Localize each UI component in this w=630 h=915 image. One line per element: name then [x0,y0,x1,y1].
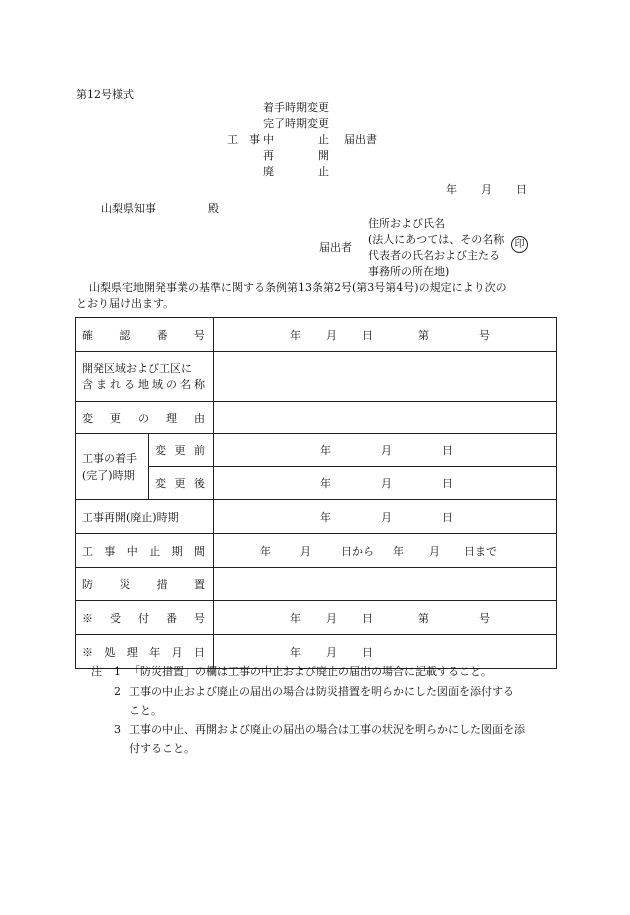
label-change-reason: 変更の理由 [76,402,214,434]
applicant-line-4: 事務所の所在地) [368,265,450,278]
value-disaster-measures[interactable] [214,568,557,601]
label-area-name: 開発区域および工区に 含まれる地域の名称 [76,352,214,402]
applicant-line-3: 代表者の氏名および主たる [368,249,500,262]
note-3-num: 3 [114,723,121,736]
suspend-to: 日まで [464,544,497,558]
process-tsuki: 月 [326,645,337,659]
value-after-change[interactable] [214,467,557,500]
note-3-text-2: 付すること。 [129,742,195,755]
form-number: 第12号様式 [76,88,134,101]
receipt-nen: 年 [290,611,301,625]
notification-form-table [75,317,557,669]
before-nen: 年 [320,444,331,457]
title-option-resume: 再 開 [263,149,329,162]
kakunin-dai: 第 [418,328,429,342]
label-processing-date: ※処理年月日 [76,635,214,669]
applicant-line-1: 住所および氏名 [368,217,445,230]
after-tsuki: 月 [381,477,392,490]
value-suspension-period[interactable] [214,534,557,568]
honorific: 殿 [208,202,219,215]
seal-mark: 印 [511,236,528,253]
suspend-tsuki2: 月 [429,544,440,558]
row-period-before [76,434,557,467]
row-receipt-number [76,601,557,635]
value-before-change[interactable] [214,434,557,467]
note-2-text-1: 工事の中止および廃止の届出の場合は防災措置を明らかにした図面を添付する [129,685,514,698]
title-suffix: 届出書 [344,133,377,146]
receipt-hi: 日 [362,611,373,625]
note-2-text-2: こと。 [129,704,162,717]
intro-line-1: 山梨県宅地開発事業の基準に関する条例第13条第2号(第3号第4号)の規定により次の [89,281,507,294]
notes-head: 注 [91,665,102,678]
kakunin-nen: 年 [290,328,301,342]
value-change-reason[interactable] [214,402,557,434]
value-resume-period[interactable] [214,500,557,534]
resume-tsuki: 月 [381,510,392,524]
suspend-tsuki: 月 [300,544,311,558]
resume-nen: 年 [320,510,331,524]
row-area-name [76,352,557,402]
title-option-completion-change: 完了時期変更 [263,117,329,130]
title-option-abolish: 廃 止 [263,165,329,178]
label-resume-period: 工事再開(廃止)時期 [76,500,214,534]
applicant-line-2: (法人にあつては、その名称 [368,233,505,246]
suspend-nen2: 年 [393,544,404,558]
row-suspension-period [76,534,557,568]
row-confirmation-number [76,318,557,352]
note-2-num: 2 [114,685,121,698]
resume-hi: 日 [442,510,453,524]
applicant-label: 届出者 [319,241,352,254]
suspend-nen: 年 [260,544,271,558]
receipt-tsuki: 月 [326,611,337,625]
kakunin-go: 号 [479,328,490,342]
title-option-suspend: 中 止 [263,133,329,146]
receipt-dai: 第 [418,611,429,625]
addressee: 山梨県知事 [101,202,156,215]
after-nen: 年 [320,477,331,490]
note-1-text: 「防災措置」の欄は工事の中止および廃止の届出の場合に記載すること。 [129,665,492,678]
intro-line-2: とおり届け出ます。 [76,297,175,310]
kakunin-hi: 日 [362,328,373,342]
label-after-change: 変更後 [149,467,214,500]
kakunin-tsuki: 月 [326,328,337,342]
label-confirmation-number: 確認番号 [76,318,214,352]
label-suspension-period: 工事中止期間 [76,534,214,568]
row-disaster-measures [76,568,557,601]
process-nen: 年 [290,645,301,659]
row-resume-period [76,500,557,534]
label-period: 工事の着手 (完了)時期 [76,434,149,500]
row-period-after [76,467,557,500]
date-month: 月 [481,183,492,196]
title-prefix: 工 事 [227,133,260,146]
date-day: 日 [516,183,527,196]
before-tsuki: 月 [381,444,392,457]
receipt-go: 号 [479,611,490,625]
value-receipt-number [214,601,557,635]
note-3-text-1: 工事の中止、再開および廃止の届出の場合は工事の状況を明らかにした図面を添 [129,723,525,736]
value-confirmation-number[interactable] [214,318,557,352]
after-hi: 日 [442,477,453,490]
date-year: 年 [446,183,457,196]
note-1-num: 1 [114,665,121,678]
before-hi: 日 [442,444,453,457]
title-option-start-change: 着手時期変更 [263,101,329,114]
suspend-from: 日から [341,544,374,558]
label-before-change: 変更前 [149,434,214,467]
label-disaster-measures: 防災措置 [76,568,214,601]
row-change-reason [76,402,557,434]
process-hi: 日 [362,645,373,659]
label-receipt-number: ※受付番号 [76,601,214,635]
value-area-name[interactable] [214,352,557,402]
